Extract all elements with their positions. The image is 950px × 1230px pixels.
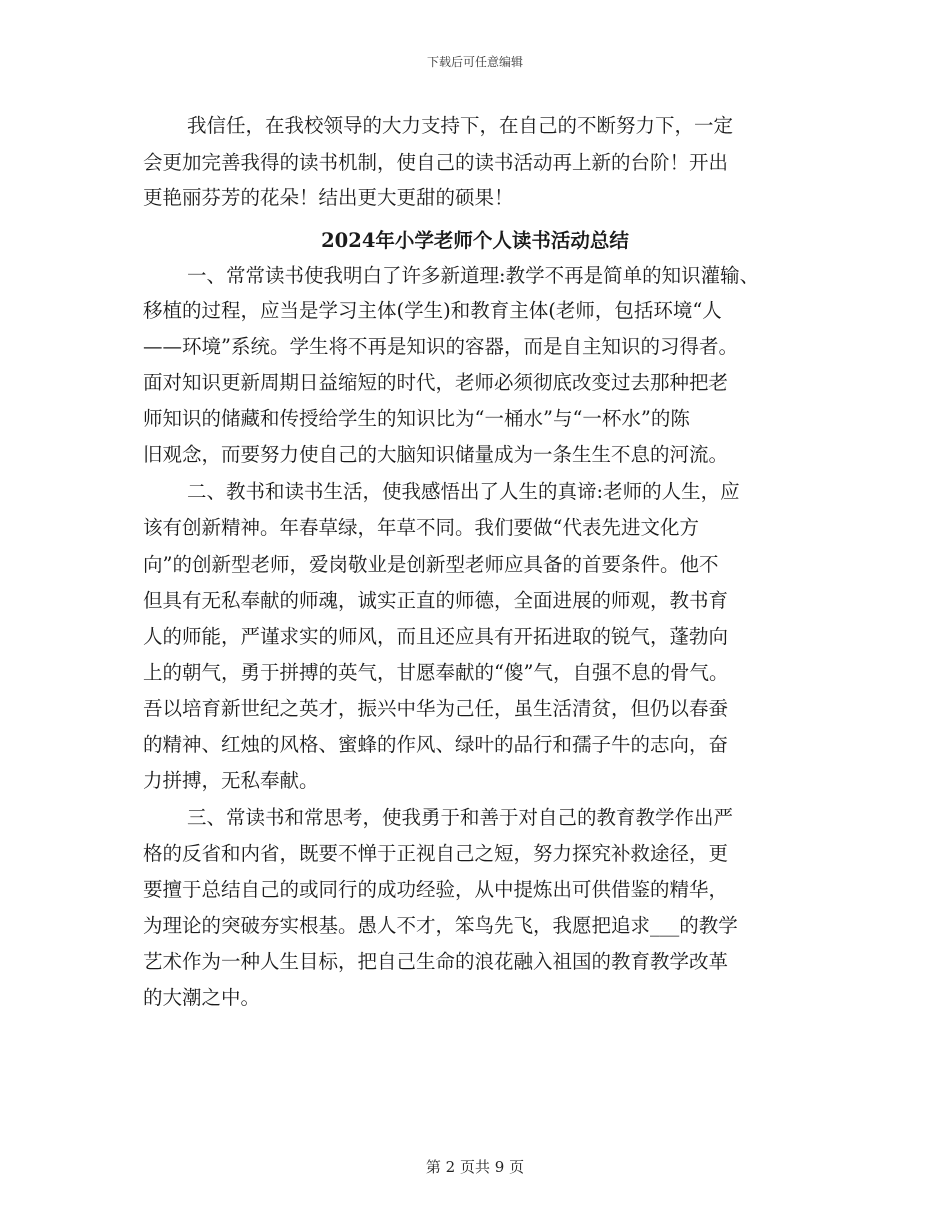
paragraph-line: 师知识的储藏和传授给学生的知识比为“一桶水”与“一杯水”的陈 [143,407,690,430]
intro-line: 会更加完善我得的读书机制，使自己的读书活动再上新的台阶！开出 [143,151,729,174]
paragraph-line: 向”的创新型老师，爱岗敬业是创新型老师应具备的首要条件。他不 [143,553,719,576]
paragraph-line: 三、常读书和常思考，使我勇于和善于对自己的教育教学作出严 [187,806,734,829]
intro-line: 我信任，在我校领导的大力支持下，在自己的不断努力下，一定 [187,114,734,137]
page-footer: 第 2 页共 9 页 [425,1158,525,1176]
paragraph-line: 但具有无私奉献的师魂，诚实正直的师德，全面进展的师观，教书育 [143,589,729,612]
paragraph-line: 的精神、红烛的风格、蜜蜂的作风、绿叶的品行和孺子牛的志向，奋 [143,733,729,756]
page-header: 下载后可任意编辑 [426,55,523,69]
paragraph-line: 艺术作为一种人生目标，把自己生命的浪花融入祖国的教育教学改革 [143,950,729,973]
paragraph-line: ——环境”系统。学生将不再是知识的容器，而是自主知识的习得者。 [143,335,738,358]
paragraph-line: 二、教书和读书生活，使我感悟出了人生的真谛:老师的人生，应 [187,480,740,503]
paragraph-line: 面对知识更新周期日益缩短的时代，老师必须彻底改变过去那种把老 [143,371,729,394]
paragraph-line: 人的师能，严谨求实的师风，而且还应具有开拓进取的锐气，蓬勃向 [143,625,729,648]
paragraph-line: 该有创新精神。年春草绿，年草不同。我们要做“代表先进文化方 [143,516,699,539]
paragraph-line: 力拼搏，无私奉献。 [143,769,319,792]
document-title: 2024年小学老师个人读书活动总结 [321,229,629,252]
paragraph-line: 为理论的突破夯实根基。愚人不才，笨鸟先飞，我愿把追求___的教学 [143,914,738,937]
paragraph-line: 格的反省和内省，既要不惮于正视自己之短，努力探究补救途径，更 [143,842,729,865]
paragraph-line: 上的朝气，勇于拼搏的英气，甘愿奉献的“傻”气，自强不息的骨气。 [143,661,729,684]
paragraph-line: 吾以培育新世纪之英才，振兴中华为己任，虽生活清贫，但仍以春蚕 [143,697,729,720]
paragraph-line: 的大潮之中。 [143,986,261,1009]
intro-line: 更艳丽芬芳的花朵！结出更大更甜的硕果！ [143,186,514,209]
paragraph-line: 移植的过程，应当是学习主体(学生)和教育主体(老师，包括环境“人 [143,299,722,322]
paragraph-line: 要擅于总结自己的或同行的成功经验，从中提炼出可供借鉴的精华， [143,878,729,901]
paragraph-line: 旧观念，而要努力使自己的大脑知识储量成为一条生生不息的河流。 [143,443,729,466]
paragraph-line: 一、常常读书使我明白了许多新道理:教学不再是简单的知识灌输、 [187,264,760,287]
